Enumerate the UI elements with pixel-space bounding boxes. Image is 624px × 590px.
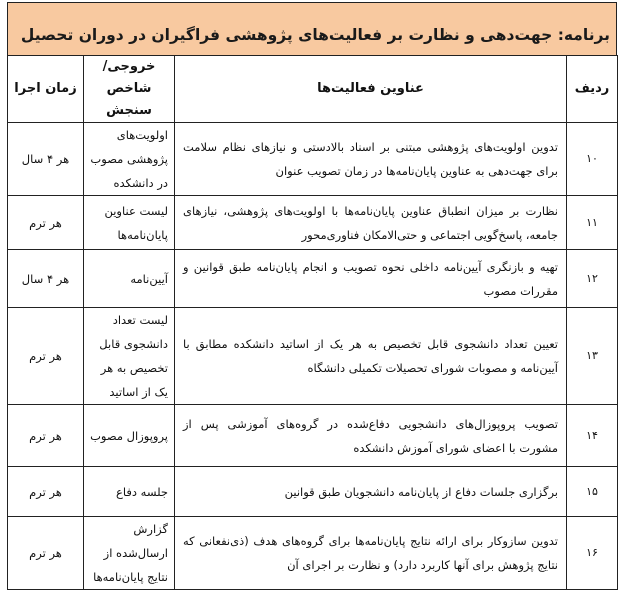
- header-output: خروجی/ شاخص سنجش: [84, 56, 175, 123]
- execution-time: هر ترم: [8, 517, 84, 590]
- table-header-row: [8, 56, 618, 123]
- program-title-band: [7, 2, 617, 55]
- row-number: ۱۱: [567, 196, 618, 250]
- activity-title: تهیه و بازنگری آیین‌نامه داخلی نحوه تصویب و انجام پایان‌نامه طبق قوانین و مقررات مصوب: [175, 250, 567, 308]
- activity-title: تدوین اولویت‌های پژوهشی مبتنی بر اسناد بالادستی و نیازهای نظام سلامت برای جهت‌دهی به عناوین پایان‌نامه‌ها در زمان تصویب عنوان: [175, 123, 567, 196]
- execution-time: هر ترم: [8, 405, 84, 467]
- activity-title: برگزاری جلسات دفاع از پایان‌نامه دانشجویان طبق قوانین: [175, 467, 567, 517]
- row-number: ۱۰: [567, 123, 618, 196]
- table-row: [8, 250, 618, 308]
- output-indicator: پروپوزال مصوب: [84, 405, 175, 467]
- output-indicator: جلسه دفاع: [84, 467, 175, 517]
- table-row: [8, 405, 618, 467]
- activity-title: نظارت بر میزان انطباق عناوین پایان‌نامه‌ها با اولویت‌های پژوهشی، نیازهای جامعه، پاسخ‌گویی اجتماعی و حتی‌الامکان فناوری‌محور: [175, 196, 567, 250]
- execution-time: هر ۴ سال: [8, 250, 84, 308]
- output-indicator: گزارش ارسال‌شده از نتایج پایان‌نامه‌ها: [84, 517, 175, 590]
- table-row: [8, 123, 618, 196]
- activity-title: تعیین تعداد دانشجوی قابل تخصیص به هر یک از اساتید دانشکده مطابق با آیین‌نامه و مصوبات شورای تحصیلات تکمیلی دانشگاه: [175, 308, 567, 405]
- execution-time: هر ترم: [8, 467, 84, 517]
- table-row: [8, 308, 618, 405]
- execution-time: هر ترم: [8, 196, 84, 250]
- output-indicator: لیست عناوین پایان‌نامه‌ها: [84, 196, 175, 250]
- table-row: [8, 467, 618, 517]
- table-row: [8, 517, 618, 590]
- document: [7, 2, 617, 590]
- activities-table: [7, 55, 618, 590]
- output-indicator: آیین‌نامه: [84, 250, 175, 308]
- header-time: زمان اجرا: [8, 56, 84, 123]
- execution-time: هر ۴ سال: [8, 123, 84, 196]
- output-indicator: لیست تعداد دانشجوی قابل تخصیص به هر یک از اساتید: [84, 308, 175, 405]
- header-activities: عناوین فعالیت‌ها: [175, 56, 567, 123]
- execution-time: هر ترم: [8, 308, 84, 405]
- row-number: ۱۴: [567, 405, 618, 467]
- output-indicator: اولویت‌های پژوهشی مصوب در دانشکده: [84, 123, 175, 196]
- program-title: برنامه: جهت‌دهی و نظارت بر فعالیت‌های پژوهشی فراگیران در دوران تحصیل: [20, 26, 610, 44]
- header-row-no: ردیف: [567, 56, 618, 123]
- row-number: ۱۶: [567, 517, 618, 590]
- row-number: ۱۵: [567, 467, 618, 517]
- activity-title: تدوین سازوکار برای ارائه نتایج پایان‌نامه‌ها برای گروه‌های هدف (ذی‌نفعانی که نتایج پژوهش برای آنها کاربرد دارد) و نظارت بر اجرای آن: [175, 517, 567, 590]
- activity-title: تصویب پروپوزال‌های دانشجویی دفاع‌شده در گروه‌های آموزشی پس از مشورت با اعضای شورای آموزش دانشکده: [175, 405, 567, 467]
- table-row: [8, 196, 618, 250]
- row-number: ۱۲: [567, 250, 618, 308]
- row-number: ۱۳: [567, 308, 618, 405]
